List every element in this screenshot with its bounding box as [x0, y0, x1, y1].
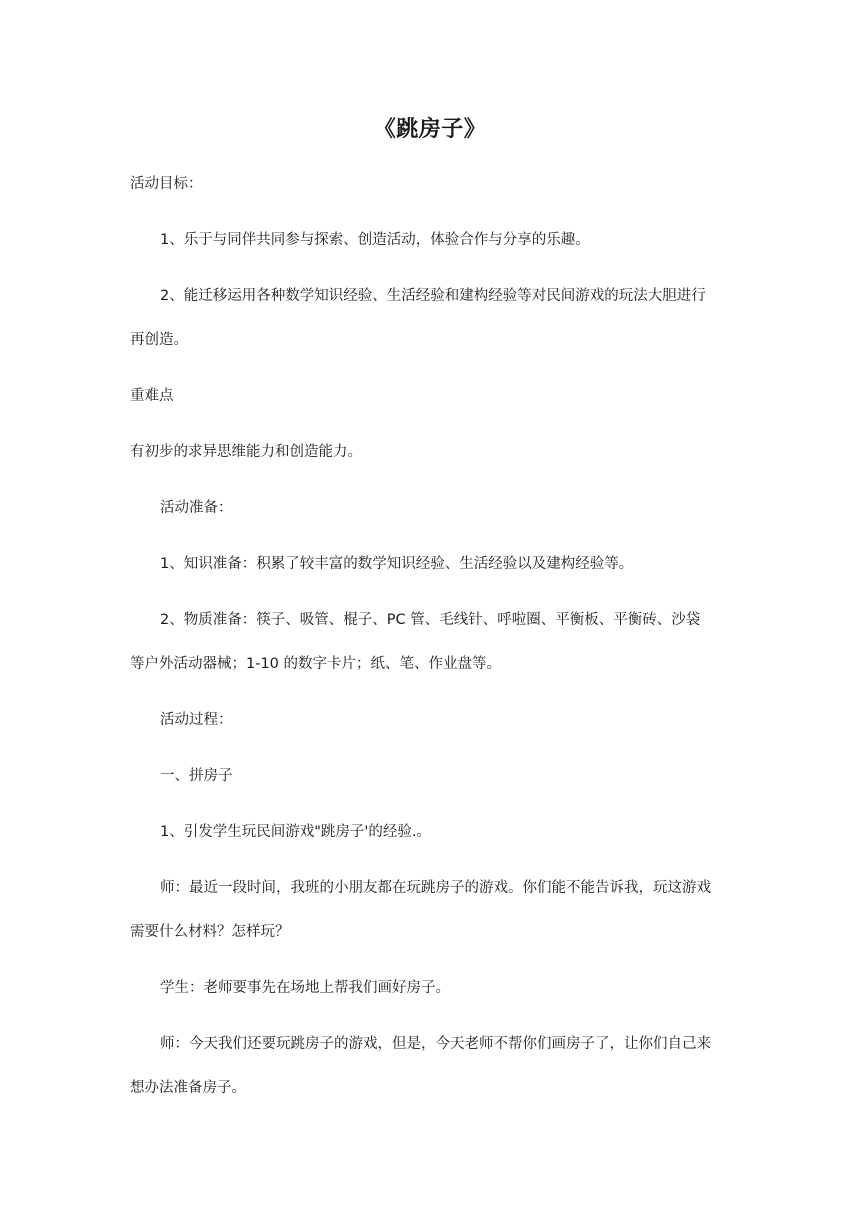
paragraph-teacher-2-line-2: 想办法准备房子。	[130, 1080, 246, 1096]
paragraph-step-1: 1、引发学生玩民间游戏"跳房子'的经验.。	[160, 824, 431, 840]
section-heading-preparation: 活动准备：	[160, 500, 233, 516]
paragraph-goal-2-line-1: 2、能迁移运用各种数学知识经验、生活经验和建构经验等对民间游戏的玩法大胆进行	[160, 288, 706, 304]
paragraph-teacher-1-line-1: 师：最近一段时间，我班的小朋友都在玩跳房子的游戏。你们能不能告诉我，玩这游戏	[160, 880, 711, 896]
section-heading-process: 活动过程：	[160, 712, 233, 728]
section-heading-goals: 活动目标：	[130, 176, 203, 192]
paragraph-student-1: 学生：老师要事先在场地上帮我们画好房子。	[160, 980, 450, 996]
paragraph-goal-2-line-2: 再创造。	[130, 332, 188, 348]
document-title: 《跳房子》	[373, 117, 487, 142]
section-heading-key-points: 重难点	[130, 388, 174, 404]
subheading-build-house: 一、拼房子	[160, 768, 233, 784]
paragraph-prep-1: 1、知识准备：积累了较丰富的数学知识经验、生活经验以及建构经验等。	[160, 556, 634, 572]
paragraph-key-points: 有初步的求异思维能力和创造能力。	[130, 444, 362, 460]
paragraph-teacher-2-line-1: 师：今天我们还要玩跳房子的游戏，但是，今天老师不帮你们画房子了，让你们自己来	[160, 1036, 711, 1052]
paragraph-prep-2-line-1: 2、物质准备：筷子、吸管、棍子、PC 管、毛线针、呼啦圈、平衡板、平衡砖、沙袋	[160, 612, 701, 628]
paragraph-prep-2-line-2: 等户外活动器械；1-10 的数字卡片；纸、笔、作业盘等。	[130, 656, 502, 672]
paragraph-teacher-1-line-2: 需要什么材料？怎样玩？	[130, 924, 290, 940]
paragraph-goal-1: 1、乐于与同伴共同参与探索、创造活动，体验合作与分享的乐趣。	[160, 232, 590, 248]
